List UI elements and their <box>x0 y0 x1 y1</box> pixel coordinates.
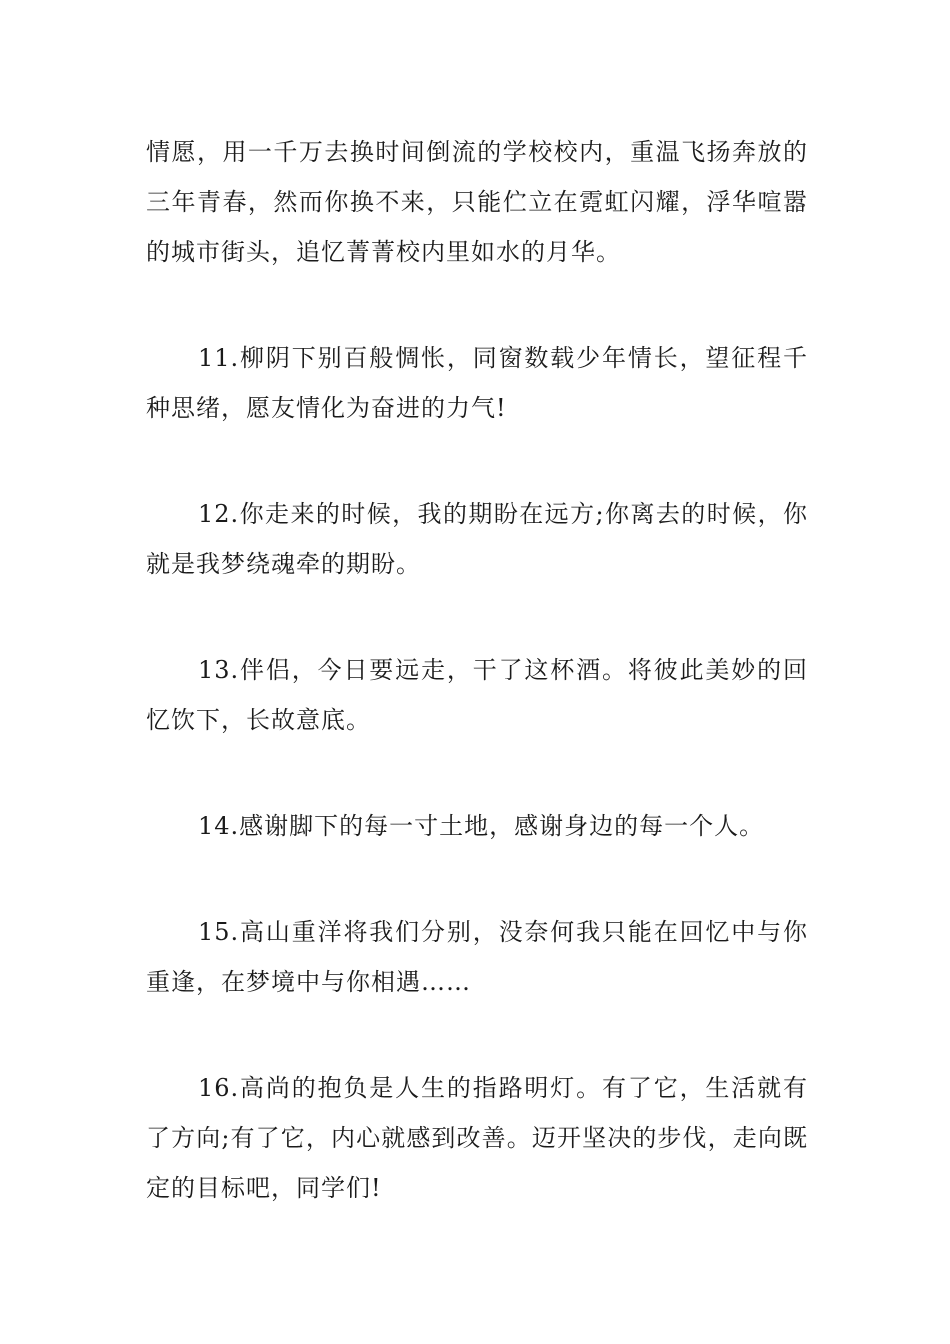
paragraph-item-15: 15.高山重洋将我们分别，没奈何我只能在回忆中与你重逢，在梦境中与你相遇…… <box>146 918 808 996</box>
paragraph-item-13: 13.伴侣，今日要远走，干了这杯酒。将彼此美妙的回忆饮下，长故意底。 <box>146 656 808 734</box>
document-body <box>146 127 808 1269</box>
paragraph-item-14: 14.感谢脚下的每一寸土地，感谢身边的每一个人。 <box>198 812 765 840</box>
paragraph-continuation: 情愿，用一千万去换时间倒流的学校校内，重温飞扬奔放的三年青春，然而你换不来，只能伫立在霓虹闪耀，浮华喧嚣的城市街头，追忆菁菁校内里如水的月华。 <box>146 138 808 266</box>
paragraph-item-12: 12.你走来的时候，我的期盼在远方;你离去的时候，你就是我梦绕魂牵的期盼。 <box>146 500 808 578</box>
paragraph-item-11: 11.柳阴下别百般惆怅，同窗数载少年情长，望征程千种思绪，愿友情化为奋进的力气! <box>146 344 808 422</box>
paragraph-item-16: 16.高尚的抱负是人生的指路明灯。有了它，生活就有了方向;有了它，内心就感到改善。迈开坚决的步伐，走向既定的目标吧，同学们! <box>146 1074 808 1202</box>
